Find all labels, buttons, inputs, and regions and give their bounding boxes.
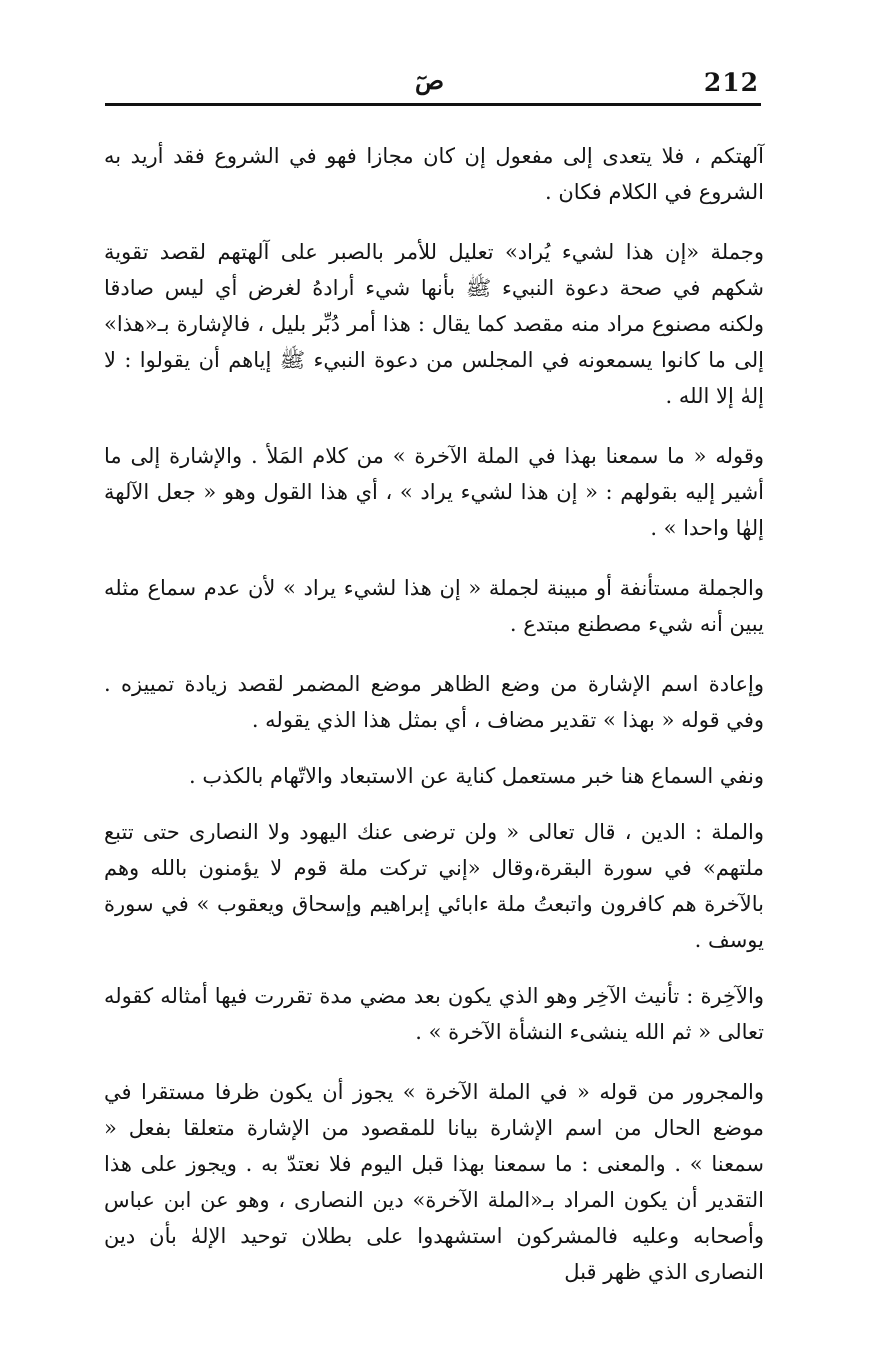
paragraph-sentence-clarification: والجملة مستأنفة أو مبينة لجملة « إن هذا لشيء يراد » لأن عدم سماع مثله يبين أنه شيء مصطنع مبتدع .	[104, 576, 764, 636]
page-header	[105, 60, 761, 106]
paragraph-demonstrative: وإعادة اسم الإشارة من وضع الظاهر موضع المضمر لقصد زيادة تمييزه . وفي قوله « بهذا » تقدير مضاف ، أي بمثل هذا الذي يقوله .	[104, 672, 764, 732]
paragraph-millah-definition: والملة : الدين ، قال تعالى « ولن ترضى عنك اليهود ولا النصارى حتى تتبع ملتهم» في سورة البقرة،وقال «إني تركت ملة قوم لا يؤمنون بالله وهم بالآخرة هم كافرون واتبعتُ ملة ءابائي إبراهيم وإسحاق ويعقوب » في سورة يوسف .	[104, 820, 764, 952]
paragraph-sentence-reason: وجملة «إن هذا لشيء يُراد» تعليل للأمر بالصبر على آلهتهم لقصد تقوية شكهم في صحة دعوة النبيء ﷺ بأنها شيء أرادهُ لغرض أي ليس صادقا ولكنه مصنوع مراد منه مقصد كما يقال : هذا أمر دُبِّر بليل ، فالإشارة بـ«هذا» إلى ما كانوا يسمعونه في المجلس من دعوة النبيء ﷺ إياهم أن يقولوا : لا إلهٰ إلا الله .	[104, 240, 764, 408]
paragraph-malaa-speech: وقوله « ما سمعنا بهذا في الملة الآخرة » من كلام المَلأ . والإشارة إلى ما أشير إليه بقولهم : « إن هذا لشيء يراد » ، أي هذا القول وهو « جعل الآلهة إلهٰا واحدا » .	[104, 444, 764, 540]
paragraph-continuation: آلهتكم ، فلا يتعدى إلى مفعول إن كان مجازا فهو في الشروع فقد أريد به الشروع في الكلام فكان .	[104, 144, 764, 204]
paragraph-akhirah-definition: والآخِرة : تأنيث الآخِر وهو الذي يكون بعد مضي مدة تقررت فيها أمثاله كقوله تعالى « ثم الله ينشىء النشأة الآخرة » .	[104, 984, 764, 1044]
page-body	[104, 138, 764, 1314]
paragraph-negation: ونفي السماع هنا خبر مستعمل كناية عن الاستبعاد والاتّهام بالكذب .	[188, 764, 764, 788]
page-number: 212	[703, 68, 759, 97]
surah-mark: صٓ	[415, 66, 445, 95]
paragraph-prepositional-phrase: والمجرور من قوله « في الملة الآخرة » يجوز أن يكون ظرفا مستقرا في موضع الحال من اسم الإشارة بيانا للمقصود من الإشارة متعلقا بفعل « سمعنا » . والمعنى : ما سمعنا بهذا قبل اليوم فلا نعتدّ به . ويجوز على هذا التقدير أن يكون المراد بـ«الملة الآخرة» دين النصارى ، وهو عن ابن عباس وأصحابه وعليه فالمشركون استشهدوا على بطلان توحيد الإلهٰ بأن دين النصارى الذي ظهر قبل	[104, 1080, 764, 1284]
header-rule	[105, 103, 761, 106]
